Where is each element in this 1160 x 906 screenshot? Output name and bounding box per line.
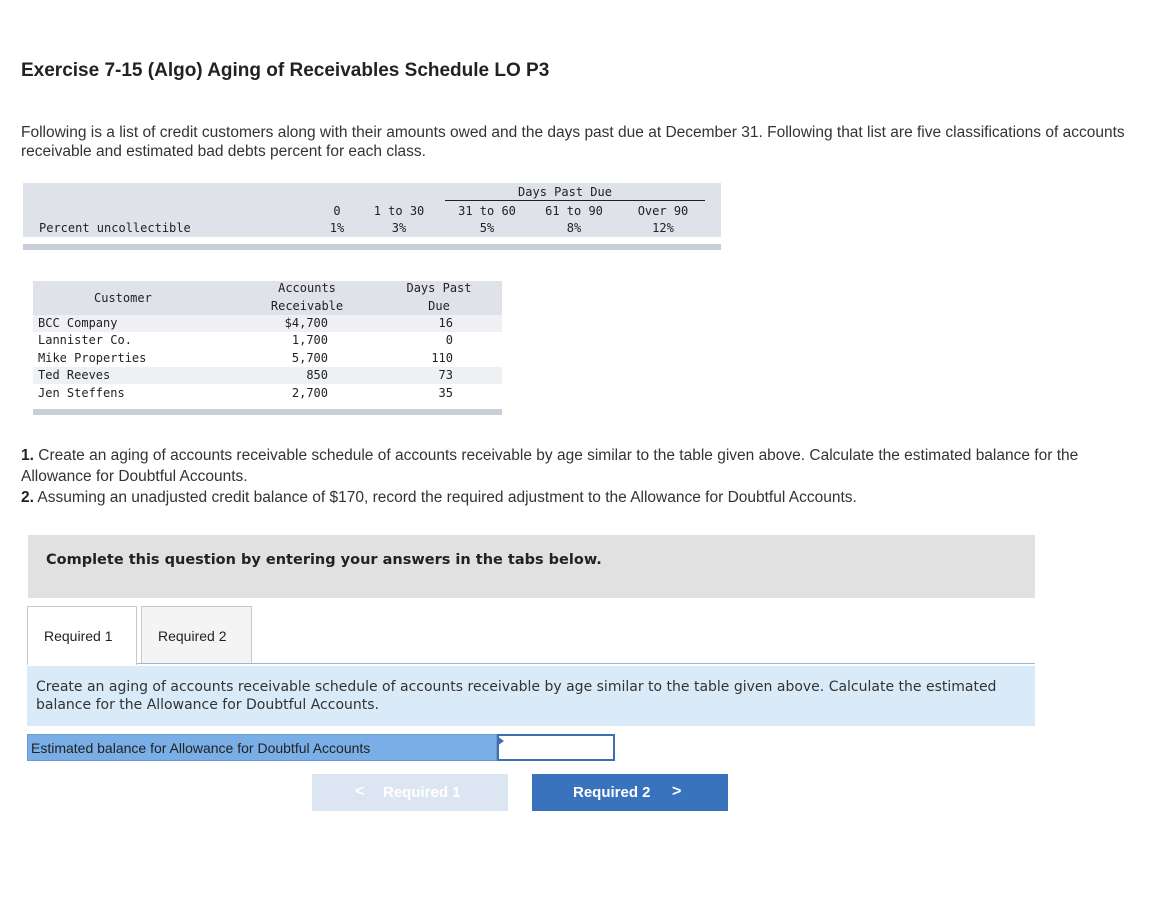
prev-button-label: Required 1 (383, 784, 461, 801)
rate-over-90: 12% (652, 221, 674, 235)
allowance-balance-input[interactable] (497, 734, 615, 761)
customer-amount: 2,700 (291, 386, 328, 400)
col-0: 0 (333, 204, 341, 218)
instructions-banner (28, 535, 1035, 598)
customer-days: 35 (438, 386, 453, 400)
required-instructions-text: Create an aging of accounts receivable schedule of accounts receivable by age similar to the table given above. Calculate the estimated balance for the Allowance for Doubtful Accounts. (36, 679, 997, 713)
ar-header-1: Accounts (278, 281, 336, 295)
customer-days: 0 (445, 333, 453, 347)
prev-required-1-button[interactable] (312, 774, 508, 811)
chevron-right-icon: > (672, 783, 682, 800)
customer-name: Jen Steffens (38, 386, 125, 400)
tab-required-2[interactable]: Required 2 (141, 606, 252, 664)
customer-name: Lannister Co. (38, 333, 132, 347)
customer-amount: 1,700 (291, 333, 328, 347)
question-2: 2. Assuming an unadjusted credit balance of $170, record the required adjustment to the Allowance for Doubtful Accounts. (21, 489, 857, 506)
customer-name: Ted Reeves (38, 368, 111, 382)
customer-days: 16 (438, 316, 453, 330)
col-1-30: 1 to 30 (373, 204, 425, 218)
answer-label: Estimated balance for Allowance for Doubtful Accounts (27, 734, 497, 761)
customer-name: BCC Company (38, 316, 118, 330)
days-past-due-header: Days Past Due (518, 185, 612, 199)
customer-amount: $4,700 (284, 316, 328, 330)
percent-uncollectible-label: Percent uncollectible (39, 221, 191, 235)
customer-days: 73 (438, 368, 453, 382)
banner-text: Complete this question by entering your answers in the tabs below. (46, 552, 602, 568)
rate-31-60: 5% (479, 221, 495, 235)
required-instructions (27, 666, 1035, 726)
col-over-90: Over 90 (637, 204, 689, 218)
days-header-2: Due (428, 299, 450, 313)
rate-1-30: 3% (391, 221, 407, 235)
customer-name: Mike Properties (38, 351, 147, 365)
intro-text: Following is a list of credit customers along with their amounts owed and the days past due at December 31. Following that list are five classifications of accounts receivable and estimated bad debts percent for each class. (21, 124, 1125, 160)
customer-amount: 850 (306, 368, 328, 382)
tab-required-1[interactable]: Required 1 (27, 606, 137, 665)
customer-table (33, 281, 502, 417)
question-1: 1. Create an aging of accounts receivable schedule of accounts receivable by age similar to the table given above. Calculate the estimated balance for the Allowance for Doubtful Accounts. (21, 447, 1079, 485)
customer-days: 110 (431, 351, 453, 365)
input-flag-icon (497, 736, 504, 746)
col-31-60: 31 to 60 (458, 204, 516, 218)
rate-61-90: 8% (566, 221, 582, 235)
ar-header-2: Receivable (270, 299, 344, 313)
next-required-2-button[interactable] (532, 774, 728, 811)
customer-header: Customer (94, 291, 152, 305)
customer-amount: 5,700 (291, 351, 328, 365)
next-button-label: Required 2 (573, 784, 651, 801)
rate-0: 1% (329, 221, 345, 235)
days-header-1: Days Past (406, 281, 472, 295)
exercise-title: Exercise 7-15 (Algo) Aging of Receivables Schedule LO P3 (21, 60, 550, 81)
chevron-left-icon: < (355, 783, 365, 800)
col-61-90: 61 to 90 (545, 204, 603, 218)
questions (21, 445, 1131, 508)
rates-table (23, 183, 721, 252)
